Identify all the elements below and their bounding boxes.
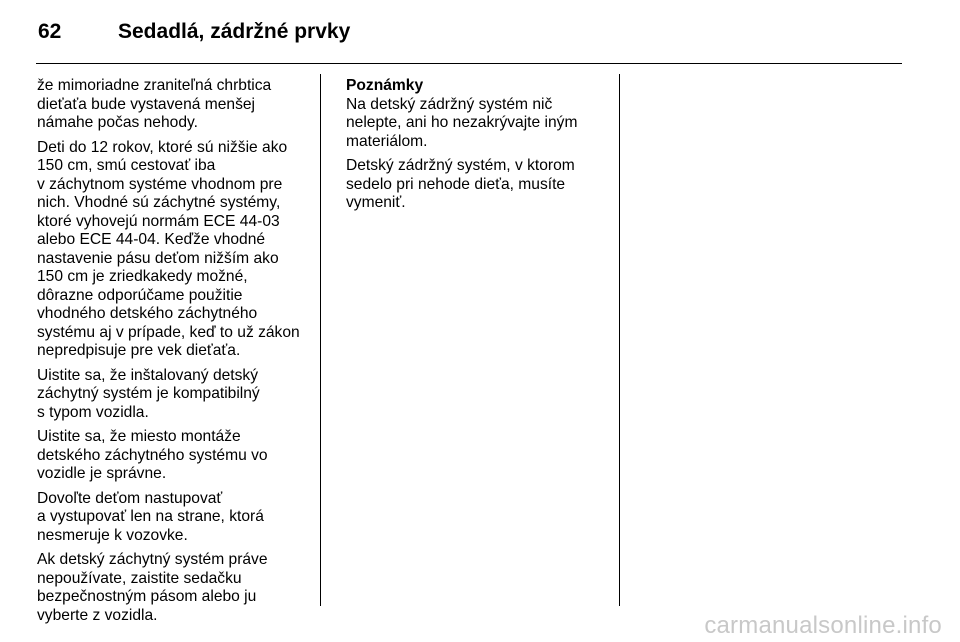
paragraph: [37, 490, 307, 546]
text-line: ktoré vyhovejú normám ECE 44-03: [37, 212, 280, 230]
text-line: systému aj v prípade, keď to už zákon: [37, 323, 300, 341]
middle-column: [346, 77, 608, 219]
header-divider: [36, 63, 902, 64]
text-line: vhodného detského záchytného: [37, 305, 258, 322]
text-line: nepredpisuje pre vek dieťaťa.: [37, 342, 241, 359]
text-line: a vystupovať len na strane, ktorá: [37, 508, 264, 525]
text-line: s typom vozidla.: [37, 403, 149, 421]
text-line: nich. Vhodné sú záchytné systémy,: [37, 194, 281, 211]
text-line: záchytný systém je kompatibilný: [37, 385, 260, 402]
watermark: carmanualsonline.info: [704, 612, 942, 639]
text-line: 150 cm, smú cestovať iba: [37, 157, 216, 174]
text-line: vozidle je správne.: [37, 465, 167, 482]
column-divider-right: [619, 74, 620, 606]
text-line: sedelo pri nehode dieťa, musíte: [346, 175, 566, 193]
page-header: [38, 20, 350, 44]
text-line: nelepte, ani ho nezakrývajte iným: [346, 114, 578, 131]
paragraph: [37, 367, 307, 423]
text-line: námahe počas nehody.: [37, 114, 198, 131]
column-divider-left: [320, 74, 321, 606]
text-line: Uistite sa, že inštalovaný detský: [37, 366, 259, 384]
text-line: vymeniť.: [346, 194, 406, 211]
text-line: 150 cm je zriedkakedy možné,: [37, 268, 248, 285]
text-line: Na detský zádržný systém nič: [346, 95, 553, 113]
left-column: [37, 77, 307, 631]
text-line: bezpečnostným pásom alebo ju: [37, 588, 257, 605]
text-line: že mimoriadne zraniteľná chrbtica: [37, 77, 272, 94]
text-line: alebo ECE 44-04. Keďže vhodné: [37, 231, 266, 248]
paragraph: [346, 157, 608, 213]
text-line: Deti do 12 rokov, ktoré sú nižšie ako: [37, 138, 288, 156]
page-title: Sedadlá, zádržné prvky: [118, 20, 351, 43]
text-line: materiálom.: [346, 132, 428, 150]
text-line: v záchytnom systéme vhodnom pre: [37, 175, 283, 193]
text-line: Ak detský záchytný systém práve: [37, 551, 268, 568]
paragraph: [37, 551, 307, 625]
text-line: dôrazne odporúčame použitie: [37, 286, 243, 304]
text-line: nastavenie pásu deťom nižším ako: [37, 249, 279, 267]
paragraph: [346, 96, 608, 152]
paragraph: [37, 428, 307, 484]
text-line: nepoužívate, zaistite sedačku: [37, 569, 242, 587]
text-line: nesmeruje k vozovke.: [37, 526, 188, 544]
text-line: vyberte z vozidla.: [37, 606, 158, 624]
paragraph: [37, 77, 307, 133]
text-line: Uistite sa, že miesto montáže: [37, 428, 241, 445]
page-number: 62: [38, 20, 62, 43]
text-line: Dovoľte deťom nastupovať: [37, 489, 223, 507]
text-line: detského záchytného systému vo: [37, 446, 268, 464]
text-line: dieťaťa bude vystavená menšej: [37, 95, 256, 113]
note-title: Poznámky: [346, 77, 424, 94]
paragraph: [37, 139, 307, 361]
text-line: Detský zádržný systém, v ktorom: [346, 157, 575, 174]
